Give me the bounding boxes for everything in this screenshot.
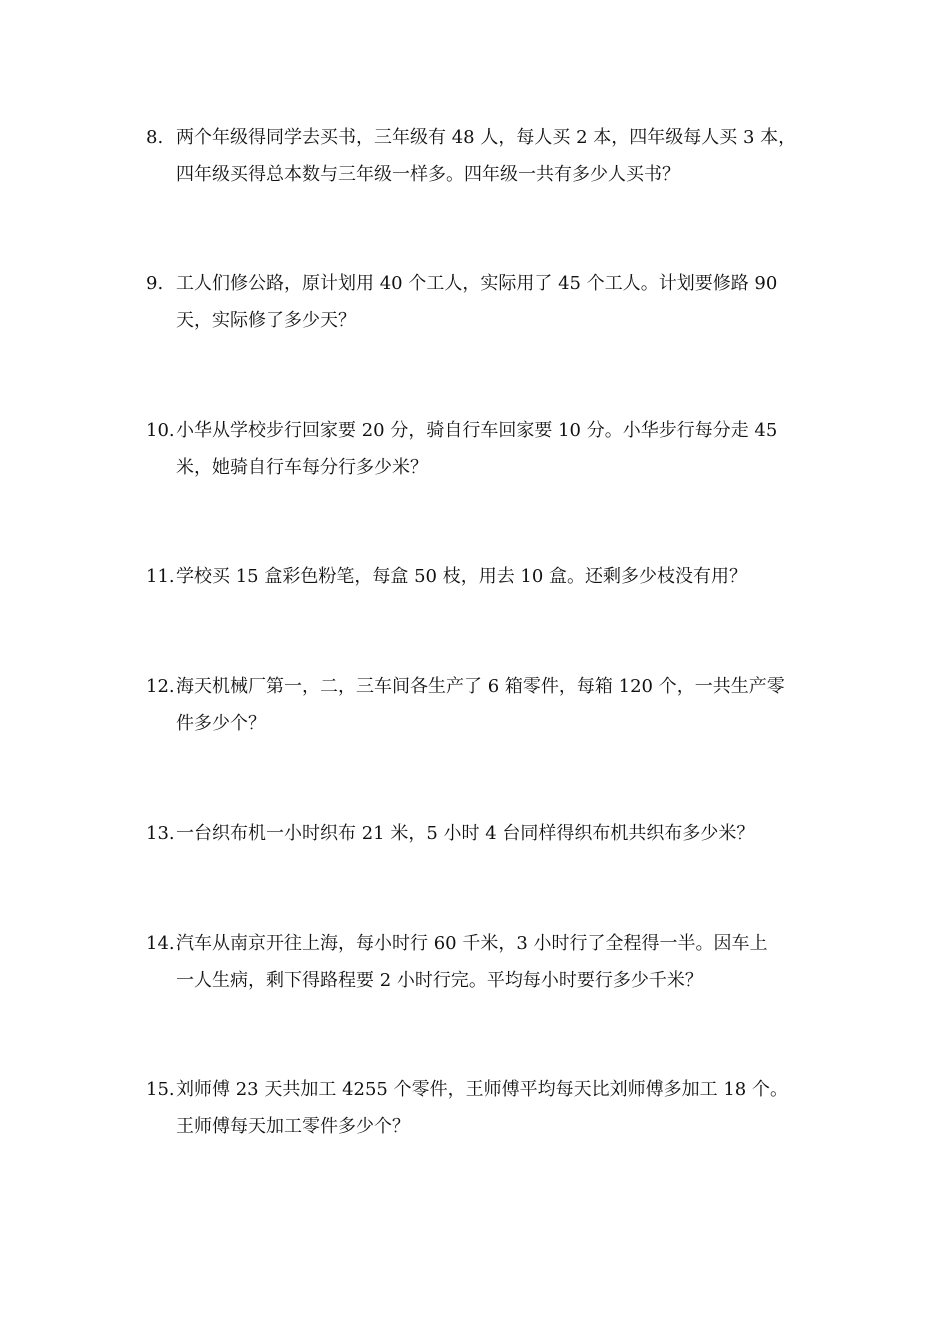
problem-number: 10. (146, 420, 175, 441)
problem-text-line: 海天机械厂第一，二，三车间各生产了 6 箱零件，每箱 120 个，一共生产零 (176, 676, 785, 697)
problem-13 (146, 815, 816, 852)
problem-text-line: 工人们修公路，原计划用 40 个工人，实际用了 45 个工人。计划要修路 90 (176, 273, 778, 294)
problem-10 (146, 412, 816, 486)
problem-text-line: 汽车从南京开往上海，每小时行 60 千米，3 小时行了全程得一半。因车上 (176, 933, 768, 954)
problem-8 (146, 119, 816, 193)
problem-number: 8. (146, 127, 164, 148)
problem-text-line: 刘师傅 23 天共加工 4255 个零件，王师傅平均每天比刘师傅多加工 18 个。 (176, 1079, 788, 1100)
problem-text-line: 王师傅每天加工零件多少个？ (176, 1116, 410, 1137)
problem-text-line: 四年级买得总本数与三年级一样多。四年级一共有多少人买书？ (176, 164, 680, 185)
problem-text-line: 天，实际修了多少天？ (176, 310, 356, 331)
problem-text-line: 一台织布机一小时织布 21 米，5 小时 4 台同样得织布机共织布多少米？ (176, 823, 755, 844)
problem-text-line: 一人生病，剩下得路程要 2 小时行完。平均每小时要行多少千米？ (176, 970, 703, 991)
problem-12 (146, 668, 816, 742)
problem-number: 11. (146, 566, 175, 587)
problem-number: 13. (146, 823, 175, 844)
problem-text-line: 件多少个？ (176, 713, 266, 734)
problem-number: 12. (146, 676, 175, 697)
problem-number: 14. (146, 933, 175, 954)
problem-text-line: 小华从学校步行回家要 20 分，骑自行车回家要 10 分。小华步行每分走 45 (176, 420, 778, 441)
problem-text-line: 两个年级得同学去买书，三年级有 48 人，每人买 2 本，四年级每人买 3 本， (176, 127, 797, 148)
problem-15 (146, 1071, 816, 1145)
problem-number: 9. (146, 273, 164, 294)
problem-14 (146, 925, 816, 999)
problem-11 (146, 558, 816, 595)
problem-text-line: 米，她骑自行车每分行多少米？ (176, 457, 428, 478)
problem-9 (146, 265, 816, 339)
problem-text-line: 学校买 15 盒彩色粉笔，每盒 50 枝，用去 10 盒。还剩多少枝没有用？ (176, 566, 748, 587)
problem-number: 15. (146, 1079, 175, 1100)
